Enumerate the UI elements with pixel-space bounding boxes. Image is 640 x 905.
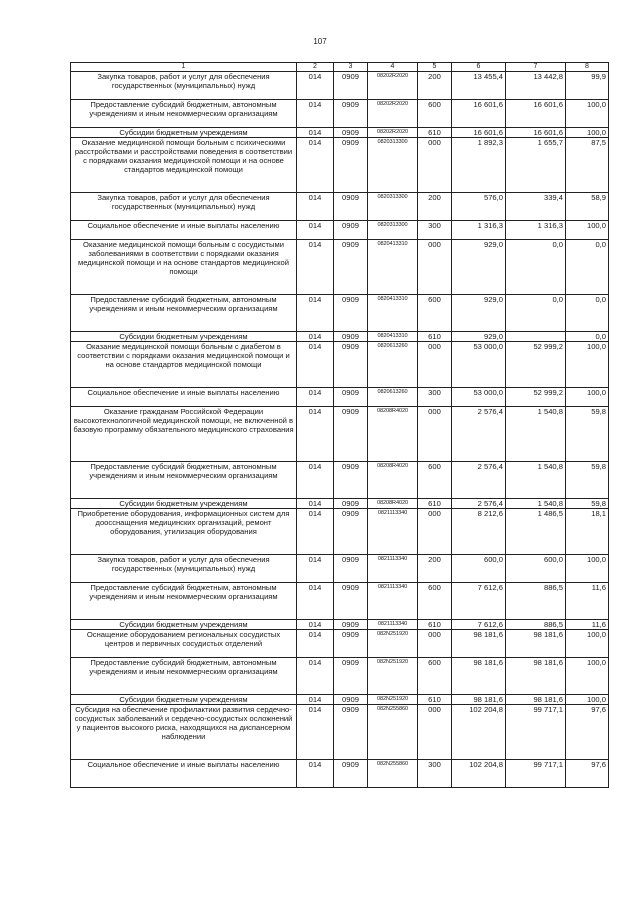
planned-amount: 929,0 (452, 332, 506, 342)
row-name: Оказание медицинской помощи больным с диабетом в соответствии с порядками оказания медицинской помощи и на основе стандартов медицинской помощи (71, 342, 297, 388)
grbs-code: 014 (297, 620, 334, 630)
expense-type-code: 200 (418, 193, 452, 221)
target-article-code: 0820413310 (368, 332, 418, 342)
column-header: 2 (297, 63, 334, 72)
executed-amount: 886,5 (506, 583, 566, 620)
execution-percent: 0,0 (566, 332, 609, 342)
row-name: Социальное обеспечение и иные выплаты населению (71, 760, 297, 788)
planned-amount: 1 316,3 (452, 221, 506, 240)
grbs-code: 014 (297, 100, 334, 128)
column-header: 7 (506, 63, 566, 72)
executed-amount (506, 332, 566, 342)
target-article-code: 082N251920 (368, 695, 418, 705)
section-code: 0909 (334, 630, 368, 658)
table-row (71, 499, 609, 509)
grbs-code: 014 (297, 583, 334, 620)
planned-amount: 929,0 (452, 295, 506, 332)
expense-type-code: 200 (418, 555, 452, 583)
row-name: Закупка товаров, работ и услуг для обеспечения государственных (муниципальных) нужд (71, 193, 297, 221)
table-row (71, 100, 609, 128)
target-article-code: 0820613260 (368, 388, 418, 407)
row-name: Закупка товаров, работ и услуг для обеспечения государственных (муниципальных) нужд (71, 555, 297, 583)
planned-amount: 7 612,6 (452, 583, 506, 620)
header-row (71, 63, 609, 72)
expense-type-code: 000 (418, 138, 452, 193)
planned-amount: 2 576,4 (452, 407, 506, 462)
executed-amount: 1 316,3 (506, 221, 566, 240)
table-row (71, 760, 609, 788)
table-row (71, 555, 609, 583)
target-article-code: 0820613260 (368, 342, 418, 388)
table-row (71, 221, 609, 240)
table-row (71, 332, 609, 342)
target-article-code: 0821113340 (368, 509, 418, 555)
row-name: Социальное обеспечение и иные выплаты населению (71, 221, 297, 240)
table-row (71, 462, 609, 499)
table-row (71, 583, 609, 620)
planned-amount: 98 181,6 (452, 630, 506, 658)
column-header: 6 (452, 63, 506, 72)
budget-table (70, 62, 609, 788)
section-code: 0909 (334, 462, 368, 499)
section-code: 0909 (334, 342, 368, 388)
table-body (71, 72, 609, 788)
column-header: 8 (566, 63, 609, 72)
row-name: Предоставление субсидий бюджетным, автономным учреждениям и иным некоммерческим организациям (71, 295, 297, 332)
execution-percent: 97,6 (566, 705, 609, 760)
expense-type-code: 200 (418, 72, 452, 100)
planned-amount: 1 892,3 (452, 138, 506, 193)
planned-amount: 53 000,0 (452, 342, 506, 388)
expense-type-code: 000 (418, 407, 452, 462)
column-header: 1 (71, 63, 297, 72)
execution-percent: 11,6 (566, 620, 609, 630)
execution-percent: 100,0 (566, 388, 609, 407)
executed-amount: 339,4 (506, 193, 566, 221)
execution-percent: 18,1 (566, 509, 609, 555)
expense-type-code: 000 (418, 342, 452, 388)
table-row (71, 658, 609, 695)
execution-percent: 87,5 (566, 138, 609, 193)
execution-percent: 59,8 (566, 462, 609, 499)
row-name: Приобретение оборудования, информационных систем для доосснащения медицинских организаций, ремонт оборудования, утилизация оборудования (71, 509, 297, 555)
planned-amount: 16 601,6 (452, 100, 506, 128)
section-code: 0909 (334, 499, 368, 509)
column-header: 5 (418, 63, 452, 72)
planned-amount: 2 576,4 (452, 499, 506, 509)
executed-amount: 13 442,8 (506, 72, 566, 100)
execution-percent: 97,6 (566, 760, 609, 788)
target-article-code: 0820313300 (368, 221, 418, 240)
section-code: 0909 (334, 100, 368, 128)
target-article-code: 082N251920 (368, 658, 418, 695)
execution-percent: 100,0 (566, 555, 609, 583)
row-name: Оказание гражданам Российской Федерации высокотехнологичной медицинской помощи, не включенной в базовую программу обязательного медицинского страхования (71, 407, 297, 462)
target-article-code: 0820413310 (368, 295, 418, 332)
section-code: 0909 (334, 332, 368, 342)
target-article-code: 0820313300 (368, 193, 418, 221)
planned-amount: 16 601,6 (452, 128, 506, 138)
execution-percent: 100,0 (566, 100, 609, 128)
grbs-code: 014 (297, 72, 334, 100)
section-code: 0909 (334, 695, 368, 705)
target-article-code: 08202R2020 (368, 72, 418, 100)
planned-amount: 102 204,8 (452, 705, 506, 760)
expense-type-code: 600 (418, 658, 452, 695)
row-name: Социальное обеспечение и иные выплаты населению (71, 388, 297, 407)
target-article-code: 08208R4020 (368, 499, 418, 509)
executed-amount: 1 655,7 (506, 138, 566, 193)
grbs-code: 014 (297, 240, 334, 295)
expense-type-code: 600 (418, 583, 452, 620)
table-row (71, 295, 609, 332)
executed-amount: 600,0 (506, 555, 566, 583)
section-code: 0909 (334, 760, 368, 788)
row-name: Оказание медицинской помощи больным с сосудистыми заболеваниями в соответствии с порядками оказания медицинской помощи и на основе стандартов медицинской помощи (71, 240, 297, 295)
section-code: 0909 (334, 555, 368, 583)
row-name: Субсидии бюджетным учреждениям (71, 695, 297, 705)
section-code: 0909 (334, 658, 368, 695)
table-row (71, 695, 609, 705)
table-row (71, 407, 609, 462)
execution-percent: 100,0 (566, 128, 609, 138)
section-code: 0909 (334, 128, 368, 138)
table-row (71, 509, 609, 555)
row-name: Субсидия на обеспечение профилактики развития сердечно-сосудистых заболеваний и сердечно-сосудистых осложнений у пациентов высокого риска, находящихся на диспансерном наблюдении (71, 705, 297, 760)
executed-amount: 0,0 (506, 240, 566, 295)
table-row (71, 72, 609, 100)
section-code: 0909 (334, 240, 368, 295)
execution-percent: 11,6 (566, 583, 609, 620)
grbs-code: 014 (297, 499, 334, 509)
grbs-code: 014 (297, 555, 334, 583)
executed-amount: 16 601,6 (506, 128, 566, 138)
expense-type-code: 000 (418, 705, 452, 760)
row-name: Закупка товаров, работ и услуг для обеспечения государственных (муниципальных) нужд (71, 72, 297, 100)
table-row (71, 193, 609, 221)
planned-amount: 8 212,6 (452, 509, 506, 555)
expense-type-code: 600 (418, 100, 452, 128)
row-name: Субсидии бюджетным учреждениям (71, 620, 297, 630)
executed-amount: 1 486,5 (506, 509, 566, 555)
table-row (71, 705, 609, 760)
section-code: 0909 (334, 72, 368, 100)
execution-percent: 59,8 (566, 499, 609, 509)
row-name: Предоставление субсидий бюджетным, автономным учреждениям и иным некоммерческим организациям (71, 658, 297, 695)
expense-type-code: 300 (418, 221, 452, 240)
grbs-code: 014 (297, 509, 334, 555)
execution-percent: 100,0 (566, 658, 609, 695)
execution-percent: 99,9 (566, 72, 609, 100)
planned-amount: 102 204,8 (452, 760, 506, 788)
planned-amount: 929,0 (452, 240, 506, 295)
section-code: 0909 (334, 583, 368, 620)
execution-percent: 59,8 (566, 407, 609, 462)
grbs-code: 014 (297, 658, 334, 695)
executed-amount: 52 999,2 (506, 342, 566, 388)
expense-type-code: 600 (418, 295, 452, 332)
table-row (71, 240, 609, 295)
table-row (71, 128, 609, 138)
planned-amount: 600,0 (452, 555, 506, 583)
planned-amount: 2 576,4 (452, 462, 506, 499)
expense-type-code: 300 (418, 388, 452, 407)
grbs-code: 014 (297, 695, 334, 705)
table-row (71, 342, 609, 388)
table-row (71, 620, 609, 630)
planned-amount: 98 181,6 (452, 695, 506, 705)
planned-amount: 53 000,0 (452, 388, 506, 407)
section-code: 0909 (334, 388, 368, 407)
expense-type-code: 610 (418, 620, 452, 630)
executed-amount: 886,5 (506, 620, 566, 630)
execution-percent: 100,0 (566, 695, 609, 705)
table-row (71, 630, 609, 658)
grbs-code: 014 (297, 407, 334, 462)
grbs-code: 014 (297, 295, 334, 332)
grbs-code: 014 (297, 388, 334, 407)
executed-amount: 99 717,1 (506, 705, 566, 760)
table-row (71, 388, 609, 407)
executed-amount: 98 181,6 (506, 695, 566, 705)
target-article-code: 082N255860 (368, 760, 418, 788)
target-article-code: 0820413310 (368, 240, 418, 295)
section-code: 0909 (334, 193, 368, 221)
row-name: Субсидии бюджетным учреждениям (71, 332, 297, 342)
expense-type-code: 600 (418, 462, 452, 499)
expense-type-code: 610 (418, 499, 452, 509)
section-code: 0909 (334, 221, 368, 240)
row-name: Предоставление субсидий бюджетным, автономным учреждениям и иным некоммерческим организациям (71, 462, 297, 499)
executed-amount: 1 540,8 (506, 462, 566, 499)
target-article-code: 08202R2020 (368, 128, 418, 138)
grbs-code: 014 (297, 760, 334, 788)
expense-type-code: 610 (418, 695, 452, 705)
column-header: 3 (334, 63, 368, 72)
planned-amount: 98 181,6 (452, 658, 506, 695)
executed-amount: 16 601,6 (506, 100, 566, 128)
executed-amount: 52 999,2 (506, 388, 566, 407)
execution-percent: 0,0 (566, 295, 609, 332)
target-article-code: 082N255860 (368, 705, 418, 760)
execution-percent: 100,0 (566, 630, 609, 658)
target-article-code: 0820313300 (368, 138, 418, 193)
page-number: 107 (313, 37, 327, 46)
grbs-code: 014 (297, 193, 334, 221)
row-name: Предоставление субсидий бюджетным, автономным учреждениям и иным некоммерческим организациям (71, 583, 297, 620)
executed-amount: 99 717,1 (506, 760, 566, 788)
execution-percent: 0,0 (566, 240, 609, 295)
target-article-code: 08202R2020 (368, 100, 418, 128)
section-code: 0909 (334, 295, 368, 332)
row-name: Оснащение оборудованием региональных сосудистых центров и первичных сосудистых отделений (71, 630, 297, 658)
grbs-code: 014 (297, 342, 334, 388)
target-article-code: 0821113340 (368, 555, 418, 583)
executed-amount: 1 540,8 (506, 499, 566, 509)
section-code: 0909 (334, 509, 368, 555)
planned-amount: 7 612,6 (452, 620, 506, 630)
planned-amount: 576,0 (452, 193, 506, 221)
grbs-code: 014 (297, 630, 334, 658)
expense-type-code: 610 (418, 128, 452, 138)
executed-amount: 1 540,8 (506, 407, 566, 462)
executed-amount: 0,0 (506, 295, 566, 332)
expense-type-code: 610 (418, 332, 452, 342)
expense-type-code: 000 (418, 630, 452, 658)
target-article-code: 08208R4020 (368, 407, 418, 462)
row-name: Оказание медицинской помощи больным с психическими расстройствами и расстройствами поведения в соответствии с порядками оказания медицинской помощи и на основе стандартов медицинской помощи (71, 138, 297, 193)
section-code: 0909 (334, 138, 368, 193)
target-article-code: 0821113340 (368, 620, 418, 630)
grbs-code: 014 (297, 705, 334, 760)
row-name: Субсидии бюджетным учреждениям (71, 499, 297, 509)
target-article-code: 08208R4020 (368, 462, 418, 499)
table-row (71, 138, 609, 193)
executed-amount: 98 181,6 (506, 630, 566, 658)
executed-amount: 98 181,6 (506, 658, 566, 695)
row-name: Предоставление субсидий бюджетным, автономным учреждениям и иным некоммерческим организациям (71, 100, 297, 128)
grbs-code: 014 (297, 128, 334, 138)
section-code: 0909 (334, 407, 368, 462)
planned-amount: 13 455,4 (452, 72, 506, 100)
grbs-code: 014 (297, 332, 334, 342)
target-article-code: 082N251920 (368, 630, 418, 658)
execution-percent: 58,9 (566, 193, 609, 221)
grbs-code: 014 (297, 462, 334, 499)
expense-type-code: 300 (418, 760, 452, 788)
section-code: 0909 (334, 705, 368, 760)
execution-percent: 100,0 (566, 342, 609, 388)
expense-type-code: 000 (418, 240, 452, 295)
grbs-code: 014 (297, 138, 334, 193)
expense-type-code: 000 (418, 509, 452, 555)
target-article-code: 0821113340 (368, 583, 418, 620)
grbs-code: 014 (297, 221, 334, 240)
column-header: 4 (368, 63, 418, 72)
row-name: Субсидии бюджетным учреждениям (71, 128, 297, 138)
execution-percent: 100,0 (566, 221, 609, 240)
section-code: 0909 (334, 620, 368, 630)
